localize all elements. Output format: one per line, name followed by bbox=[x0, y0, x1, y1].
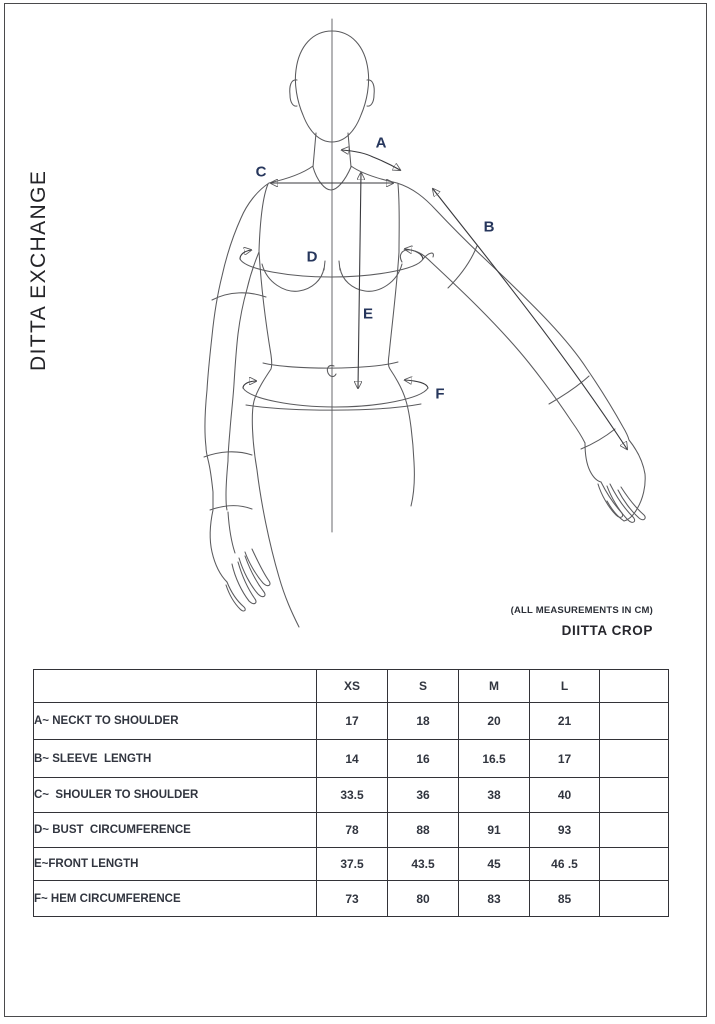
size-value-cell: 46 .5 bbox=[530, 848, 600, 881]
size-col-header-l: L bbox=[530, 670, 600, 703]
size-value-cell: 16 bbox=[388, 740, 459, 778]
measurement-row-label: E~FRONT LENGTH bbox=[34, 848, 317, 881]
size-value-cell: 45 bbox=[459, 848, 530, 881]
size-value-cell: 20 bbox=[459, 703, 530, 740]
left-hand bbox=[210, 510, 270, 611]
torso bbox=[252, 184, 414, 627]
right-arm bbox=[397, 183, 645, 522]
size-value-cell: 88 bbox=[388, 813, 459, 848]
right-hand bbox=[585, 440, 645, 522]
size-col-header bbox=[34, 670, 317, 703]
size-chart-header-row bbox=[34, 670, 669, 703]
size-value-cell: 91 bbox=[459, 813, 530, 848]
brand-vertical-text: DITTA EXCHANGE bbox=[27, 169, 50, 371]
measurement-row-label: B~ SLEEVE LENGTH bbox=[34, 740, 317, 778]
arrow-e-front-length bbox=[358, 173, 361, 388]
table-row bbox=[34, 703, 669, 740]
size-value-cell: 37.5 bbox=[317, 848, 388, 881]
size-chart bbox=[33, 669, 669, 917]
size-value-cell: 78 bbox=[317, 813, 388, 848]
size-value-cell-empty bbox=[600, 740, 669, 778]
size-value-cell: 14 bbox=[317, 740, 388, 778]
measurement-row-label: D~ BUST CIRCUMFERENCE bbox=[34, 813, 317, 848]
table-row bbox=[34, 740, 669, 778]
figure-label-a: A bbox=[375, 134, 387, 152]
measurement-row-label: A~ NECKT TO SHOULDER bbox=[34, 703, 317, 740]
measurement-arrows bbox=[271, 150, 627, 449]
size-value-cell: 18 bbox=[388, 703, 459, 740]
size-value-cell: 21 bbox=[530, 703, 600, 740]
size-value-cell: 16.5 bbox=[459, 740, 530, 778]
size-col-header-m: M bbox=[459, 670, 530, 703]
bust-circumference-line bbox=[240, 249, 433, 277]
size-value-cell: 40 bbox=[530, 778, 600, 813]
size-value-cell-empty bbox=[600, 848, 669, 881]
size-value-cell-empty bbox=[600, 881, 669, 917]
size-value-cell: 85 bbox=[530, 881, 600, 917]
size-value-cell: 17 bbox=[530, 740, 600, 778]
figure-label-f: F bbox=[435, 385, 445, 403]
size-col-header-s: S bbox=[388, 670, 459, 703]
size-col-header-extra bbox=[600, 670, 669, 703]
table-row bbox=[34, 778, 669, 813]
figure-label-c: C bbox=[255, 163, 267, 181]
product-name: DIITTA CROP bbox=[561, 623, 653, 638]
arrow-b-sleeve bbox=[433, 189, 627, 449]
size-value-cell: 83 bbox=[459, 881, 530, 917]
size-col-header-xs: XS bbox=[317, 670, 388, 703]
size-value-cell: 93 bbox=[530, 813, 600, 848]
left-bust-curve bbox=[262, 261, 325, 291]
size-value-cell: 73 bbox=[317, 881, 388, 917]
table-row bbox=[34, 813, 669, 848]
size-value-cell-empty bbox=[600, 703, 669, 740]
measurement-units-note: (ALL MEASUREMENTS IN CM) bbox=[510, 605, 653, 616]
head bbox=[269, 31, 397, 190]
left-arm bbox=[204, 183, 270, 611]
size-value-cell: 36 bbox=[388, 778, 459, 813]
size-value-cell: 33.5 bbox=[317, 778, 388, 813]
measurement-row-label: F~ HEM CIRCUMFERENCE bbox=[34, 881, 317, 917]
size-chart-table bbox=[33, 669, 669, 917]
measurement-row-label: C~ SHOULER TO SHOULDER bbox=[34, 778, 317, 813]
size-value-cell: 38 bbox=[459, 778, 530, 813]
size-value-cell: 43.5 bbox=[388, 848, 459, 881]
table-row bbox=[34, 881, 669, 917]
size-value-cell-empty bbox=[600, 813, 669, 848]
size-value-cell: 17 bbox=[317, 703, 388, 740]
figure-label-d: D bbox=[306, 248, 318, 266]
size-value-cell-empty bbox=[600, 778, 669, 813]
size-value-cell: 80 bbox=[388, 881, 459, 917]
hem-circumference-line bbox=[243, 380, 428, 410]
figure-label-b: B bbox=[483, 218, 495, 236]
figure-label-e: E bbox=[362, 305, 374, 323]
table-row bbox=[34, 848, 669, 881]
